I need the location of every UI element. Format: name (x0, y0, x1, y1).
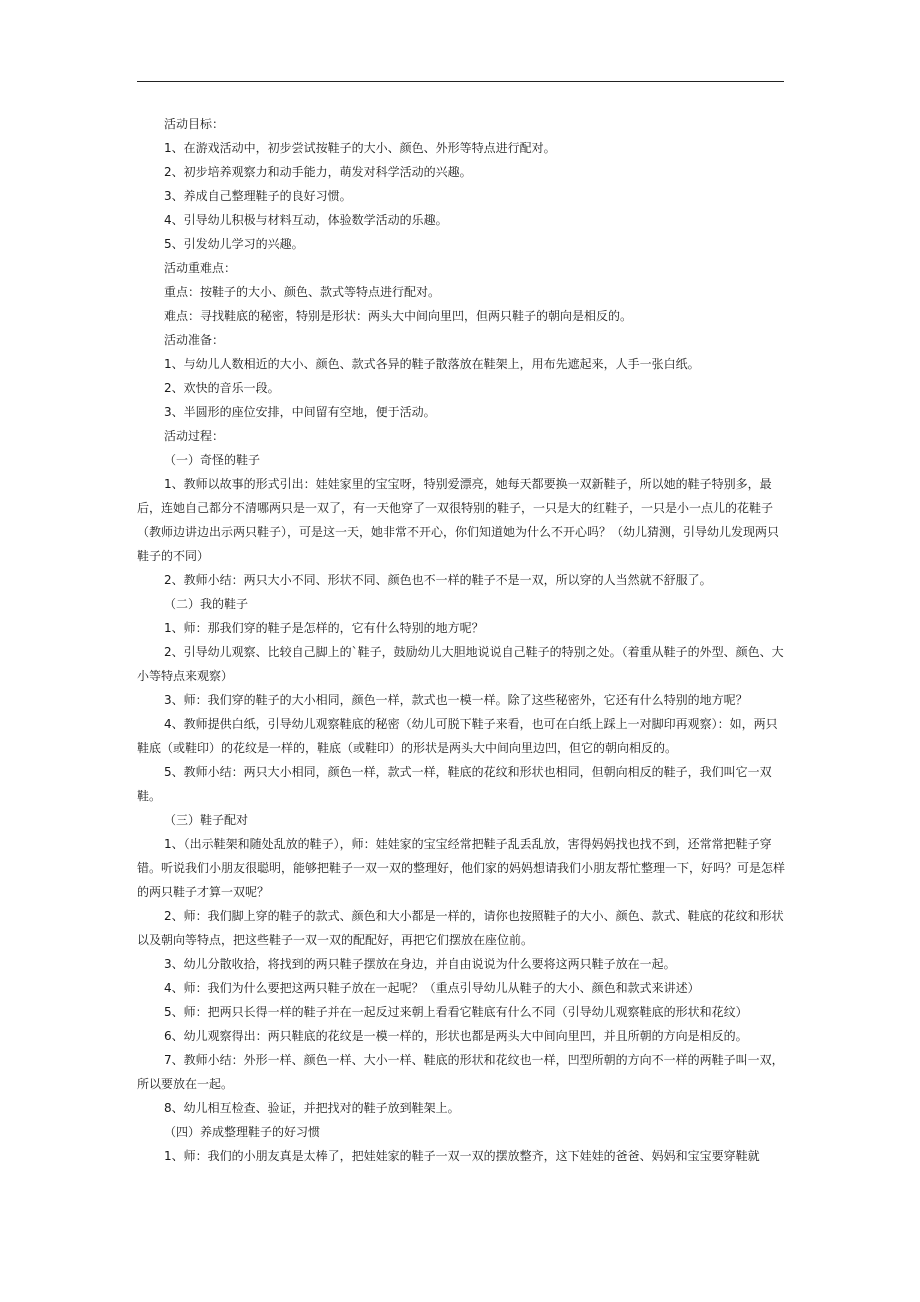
paragraph: 4、师：我们为什么要把这两只鞋子放在一起呢？（重点引导幼儿从鞋子的大小、颜色和款式来讲述） (164, 981, 700, 995)
paragraph: 1、师：我们的小朋友真是太棒了，把娃娃家的鞋子一双一双的摆放整齐，这下娃娃的爸爸、妈妈和宝宝要穿鞋就 (164, 1149, 760, 1163)
paragraph: 1、（出示鞋架和随处乱放的鞋子），师：娃娃家的宝宝经常把鞋子乱丢乱放，害得妈妈找也找不到，还常常把鞋子穿错。听说我们小朋友很聪明，能够把鞋子一双一双的整理好，他们家的妈妈想请我们小朋友帮忙整理一下，好吗？可是怎样的两只鞋子才算一双呢？ (137, 837, 786, 899)
paragraph: 活动目标： (164, 117, 225, 131)
paragraph: （二）我的鞋子 (164, 597, 249, 611)
paragraph: 2、师：我们脚上穿的鞋子的款式、颜色和大小都是一样的，请你也按照鞋子的大小、颜色、款式、鞋底的花纹和形状以及朝向等特点，把这些鞋子一双一双的配配好，再把它们摆放在座位前。 (137, 909, 784, 947)
paragraph: 2、教师小结：两只大小不同、形状不同、颜色也不一样的鞋子不是一双，所以穿的人当然就不舒服了。 (164, 573, 712, 587)
paragraph: 2、初步培养观察力和动手能力，萌发对科学活动的兴趣。 (164, 165, 472, 179)
paragraph: 3、半圆形的座位安排，中间留有空地，便于活动。 (164, 405, 436, 419)
paragraph: 重点：按鞋子的大小、颜色、款式等特点进行配对。 (164, 285, 441, 299)
paragraph: 2、欢快的音乐一段。 (164, 381, 280, 395)
paragraph: （一）奇怪的鞋子 (164, 453, 261, 467)
paragraph: 6、幼儿观察得出：两只鞋底的花纹是一模一样的，形状也都是两头大中间向里凹，并且所朝的方向是相反的。 (164, 1029, 748, 1043)
paragraph: 难点：寻找鞋底的秘密，特别是形状：两头大中间向里凹，但两只鞋子的朝向是相反的。 (164, 309, 633, 323)
paragraph: 5、引发幼儿学习的兴趣。 (164, 237, 304, 251)
paragraph: 7、教师小结：外形一样、颜色一样、大小一样、鞋底的形状和花纹也一样，凹型所朝的方向不一样的两鞋子叫一双，所以要放在一起。 (137, 1053, 784, 1091)
paragraph: 1、师：那我们穿的鞋子是怎样的，它有什么特别的地方呢？ (164, 621, 484, 635)
paragraph: 3、师：我们穿的鞋子的大小相同，颜色一样，款式也一模一样。除了这些秘密外，它还有什么特别的地方呢？ (164, 693, 748, 707)
paragraph: 3、幼儿分散收拾，将找到的两只鞋子摆放在身边，并自由说说为什么要将这两只鞋子放在一起。 (164, 957, 676, 971)
paragraph: 4、引导幼儿积极与材料互动，体验数学活动的乐趣。 (164, 213, 448, 227)
paragraph: 4、教师提供白纸，引导幼儿观察鞋底的秘密（幼儿可脱下鞋子来看，也可在白纸上踩上一对脚印再观察）：如，两只鞋底（或鞋印）的花纹是一样的，鞋底（或鞋印）的形状是两头大中间向里边凹，但它的朝向相反的。 (137, 717, 778, 755)
paragraph: 3、养成自己整理鞋子的良好习惯。 (164, 189, 352, 203)
paragraph: 1、教师以故事的形式引出：娃娃家里的宝宝呀，特别爱漂亮，她每天都要换一双新鞋子，所以她的鞋子特别多，最后，连她自己都分不清哪两只是一双了，有一天他穿了一双很特别的鞋子，一只是大的红鞋子，一只是小一点儿的花鞋子（教师边讲边出示两只鞋子），可是这一天，她非常不开心，你们知道她为什么不开心吗？（幼儿猜测，引导幼儿发现两只鞋子的不同） (137, 477, 780, 563)
header-rule (137, 81, 784, 82)
paragraph: 活动准备： (164, 333, 225, 347)
paragraph: 1、在游戏活动中，初步尝试按鞋子的大小、颜色、外形等特点进行配对。 (164, 141, 556, 155)
paragraph: 2、引导幼儿观察、比较自己脚上的`鞋子，鼓励幼儿大胆地说说自己鞋子的特别之处。（着重从鞋子的外型、颜色、大小等特点来观察） (137, 645, 784, 683)
paragraph: 5、师：把两只长得一样的鞋子并在一起反过来朝上看看它鞋底有什么不同（引导幼儿观察鞋底的形状和花纹） (164, 1005, 748, 1019)
paragraph: 活动过程： (164, 429, 225, 443)
paragraph: 1、与幼儿人数相近的大小、颜色、款式各异的鞋子散落放在鞋架上，用布先遮起来，人手一张白纸。 (164, 357, 700, 371)
paragraph: 活动重难点： (164, 261, 237, 275)
paragraph: 8、幼儿相互检查、验证，并把找对的鞋子放到鞋架上。 (164, 1101, 460, 1115)
paragraph: （三）鞋子配对 (164, 813, 249, 827)
document-body (137, 112, 787, 1168)
paragraph: 5、教师小结：两只大小相同，颜色一样，款式一样，鞋底的花纹和形状也相同，但朝向相反的鞋子，我们叫它一双鞋。 (137, 765, 772, 803)
paragraph: （四）养成整理鞋子的好习惯 (164, 1125, 321, 1139)
